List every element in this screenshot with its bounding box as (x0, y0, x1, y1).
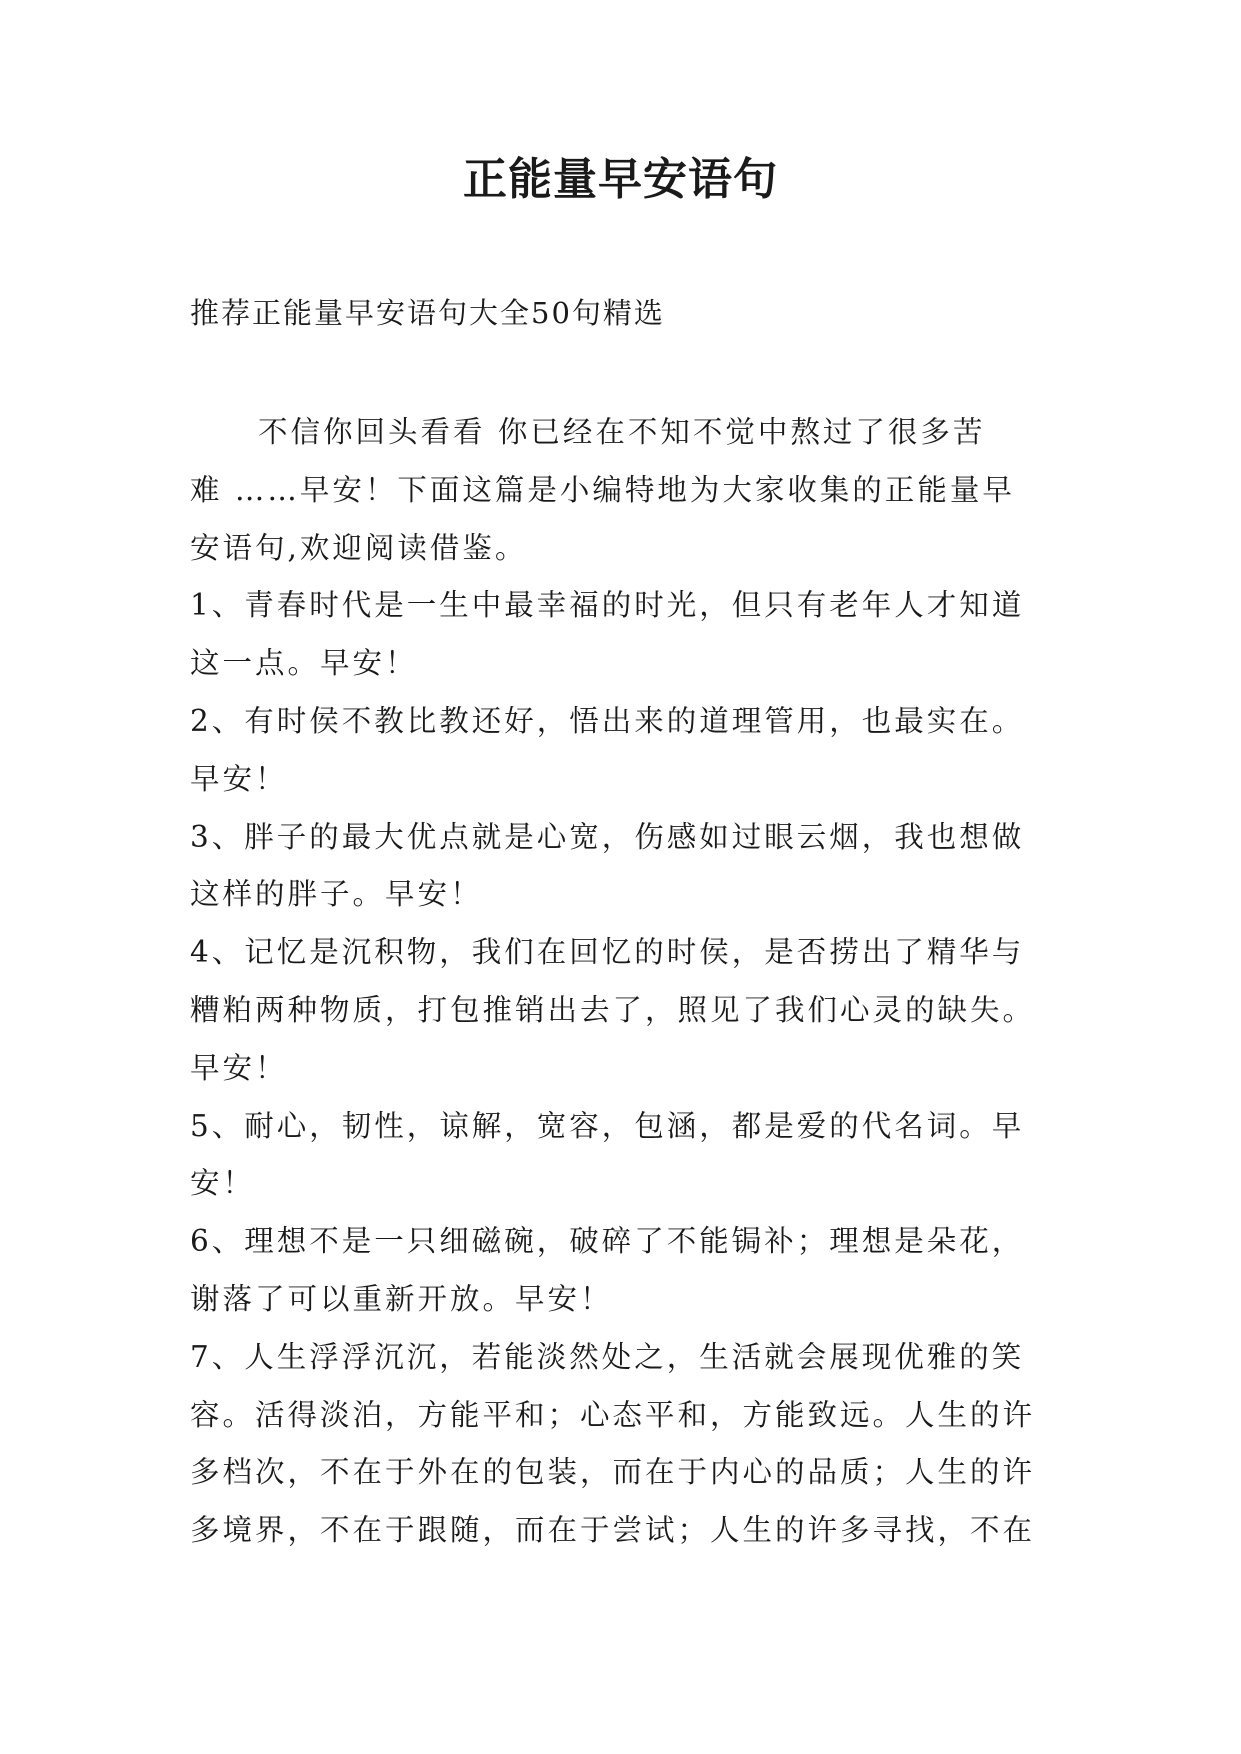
text-line: 3、胖子的最大优点就是心宽，伤感如过眼云烟，我也想做 (190, 819, 1025, 854)
text-line: 多境界，不在于跟随，而在于尝试；人生的许多寻找，不在 (190, 1513, 1036, 1548)
text-line: 1、青春时代是一生中最幸福的时光，但只有老年人才知道 (190, 588, 1025, 623)
text-line: 安！ (190, 1166, 256, 1201)
text-line: 谢落了可以重新开放。早安！ (190, 1281, 613, 1316)
text-line: 这一点。早安！ (190, 646, 418, 681)
text-line: 多档次，不在于外在的包装，而在于内心的品质；人生的许 (190, 1455, 1036, 1490)
text-line: 7、人生浮浮沉沉，若能淡然处之，生活就会展现优雅的笑 (190, 1339, 1025, 1374)
text-line: 容。活得淡泊，方能平和；心态平和，方能致远。人生的许 (190, 1397, 1036, 1432)
body-text (190, 404, 1060, 1560)
text-line: 5、耐心，韧性，谅解，宽容，包涵，都是爱的代名词。早 (190, 1108, 1025, 1143)
intro-line-2: 难 ……早安！下面这篇是小编特地为大家收集的正能量早 (190, 472, 1015, 507)
text-line: 这样的胖子。早安！ (190, 877, 483, 912)
text-line: 4、记忆是沉积物，我们在回忆的时侯，是否捞出了精华与 (190, 935, 1025, 970)
text-line: 6、理想不是一只细磁碗，破碎了不能锔补；理想是朵花， (190, 1224, 1025, 1259)
text-line: 2、有时侯不教比教还好，悟出来的道理管用，也最实在。 (190, 703, 1025, 738)
text-line: 糟粕两种物质，打包推销出去了，照见了我们心灵的缺失。 (190, 992, 1036, 1027)
page-title: 正能量早安语句 (463, 154, 778, 205)
text-line: 早安！ (190, 1050, 288, 1085)
text-line: 早安！ (190, 761, 288, 796)
subtitle: 推荐正能量早安语句大全50句精选 (190, 296, 665, 330)
intro-line-3: 安语句,欢迎阅读借鉴。 (190, 530, 528, 565)
intro-line-1: 不信你回头看看 你已经在不知不觉中熬过了很多苦 (258, 415, 986, 449)
